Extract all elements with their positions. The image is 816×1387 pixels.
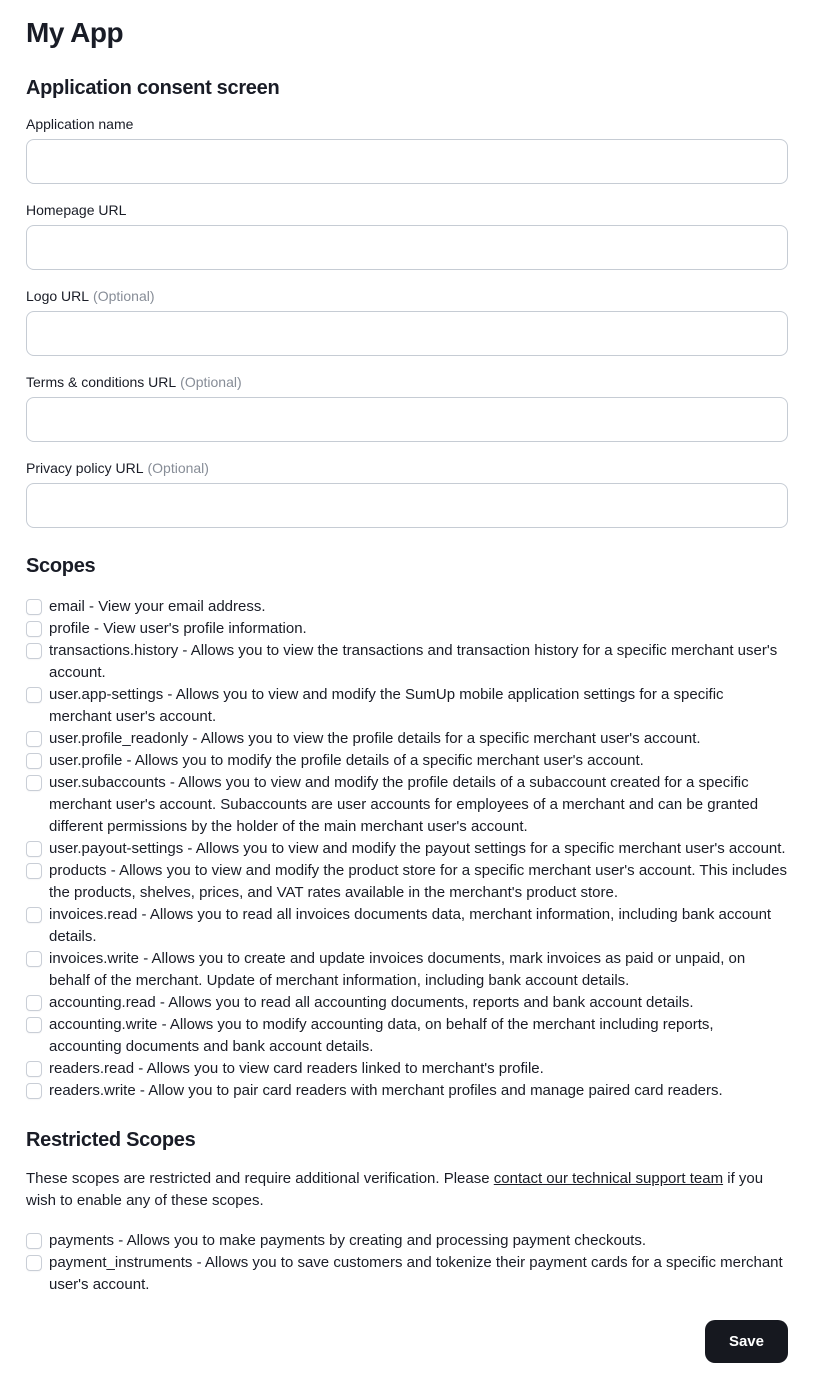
scope-text <box>49 1080 788 1102</box>
scope-separator: - <box>155 993 169 1011</box>
scope-item[interactable] <box>26 750 788 772</box>
scope-name: user.payout-settings <box>49 839 184 857</box>
field-label <box>26 202 788 219</box>
scope-separator: - <box>122 751 135 769</box>
scope-item[interactable] <box>26 1080 788 1102</box>
form-field <box>26 374 788 442</box>
form-field <box>26 288 788 356</box>
scope-separator: - <box>139 949 152 967</box>
scope-item[interactable] <box>26 992 788 1014</box>
field-label <box>26 460 788 477</box>
scope-item[interactable] <box>26 948 788 992</box>
scope-separator: - <box>163 685 176 703</box>
scope-name: user.profile <box>49 751 123 769</box>
scope-text <box>49 992 788 1014</box>
field-label-text: Logo URL <box>26 287 90 304</box>
privacy-policy-url-input[interactable] <box>26 483 788 528</box>
scope-list <box>26 596 788 1102</box>
scope-separator: - <box>134 1059 147 1077</box>
scope-name: invoices.read <box>49 905 138 923</box>
scope-item[interactable] <box>26 728 788 750</box>
support-link[interactable]: contact our technical support team <box>493 1169 724 1187</box>
scope-name: email <box>49 597 85 615</box>
scope-name: accounting.read <box>49 993 156 1011</box>
scope-checkbox[interactable] <box>26 643 42 659</box>
scope-separator: - <box>135 1081 149 1099</box>
application-name-input[interactable] <box>26 139 788 184</box>
scope-description: Allows you to save customers and tokenize their payment cards for a specific merchant user's account. <box>49 1253 783 1293</box>
scope-separator: - <box>157 1015 170 1033</box>
scope-name: payment_instruments <box>49 1253 193 1271</box>
scope-name: invoices.write <box>49 949 140 967</box>
scope-description: Allows you to modify accounting data, on behalf of the merchant including reports, accounting documents and bank account details. <box>49 1015 714 1055</box>
scope-checkbox[interactable] <box>26 1017 42 1033</box>
scope-separator: - <box>165 773 179 791</box>
form-field <box>26 202 788 270</box>
restricted-scopes-intro <box>26 1168 771 1212</box>
homepage-url-input[interactable] <box>26 225 788 270</box>
scope-checkbox[interactable] <box>26 1083 42 1099</box>
scope-name: transactions.history <box>49 641 179 659</box>
scope-description: Allows you to view the transactions and transaction history for a specific merchant user's account. <box>49 641 778 681</box>
scope-description: Allows you to view card readers linked to merchant's profile. <box>146 1059 544 1077</box>
restricted-scope-checkbox[interactable] <box>26 1255 42 1271</box>
scope-name: readers.write <box>49 1081 136 1099</box>
scope-separator: - <box>114 1231 127 1249</box>
scope-name: profile <box>49 619 90 637</box>
section-title-restricted-scopes: Restricted Scopes <box>26 1128 196 1151</box>
scope-name: readers.read <box>49 1059 135 1077</box>
field-label-text: Privacy policy URL <box>26 459 144 476</box>
field-label-text: Homepage URL <box>26 201 127 218</box>
scope-item[interactable] <box>26 596 788 618</box>
scope-checkbox[interactable] <box>26 1061 42 1077</box>
restricted-scope-item[interactable] <box>26 1230 788 1252</box>
scope-description: Allows you to create and update invoices documents, mark invoices as paid or unpaid, on behalf of the merchant. Update of merchant information, including bank account details. <box>49 949 746 989</box>
section-title-consent-screen: Application consent screen <box>26 76 280 99</box>
scope-checkbox[interactable] <box>26 621 42 637</box>
scope-separator: - <box>192 1253 205 1271</box>
scope-separator: - <box>84 597 99 615</box>
scope-text <box>49 618 788 640</box>
scope-text <box>49 750 788 772</box>
scope-item[interactable] <box>26 684 788 728</box>
form-fields <box>26 116 788 528</box>
restricted-intro-after: if you wish to enable any of these scopes. <box>26 1169 764 1209</box>
scope-text <box>49 948 788 992</box>
scope-checkbox[interactable] <box>26 863 42 879</box>
scope-checkbox[interactable] <box>26 731 42 747</box>
scope-separator: - <box>89 619 104 637</box>
scope-item[interactable] <box>26 1058 788 1080</box>
scope-name: user.subaccounts <box>49 773 166 791</box>
scope-checkbox[interactable] <box>26 951 42 967</box>
scope-description: Allows you to view and modify the product store for a specific merchant user's account. This includes the products, shelves, prices, and VAT rates available in the merchant's product store. <box>49 861 787 901</box>
scope-separator: - <box>106 861 120 879</box>
logo-url-input[interactable] <box>26 311 788 356</box>
field-label-text: Application name <box>26 115 134 132</box>
field-label <box>26 288 788 305</box>
scope-checkbox[interactable] <box>26 599 42 615</box>
scope-text <box>49 596 788 618</box>
scope-separator: - <box>137 905 150 923</box>
scope-checkbox[interactable] <box>26 775 42 791</box>
restricted-scope-item[interactable] <box>26 1252 788 1296</box>
restricted-scope-list <box>26 1230 788 1296</box>
scope-description: Allow you to pair card readers with merchant profiles and manage paired card readers. <box>148 1081 723 1099</box>
scope-item[interactable] <box>26 640 788 684</box>
scope-text <box>49 1230 788 1252</box>
field-label <box>26 116 788 133</box>
optional-hint: (Optional) <box>93 287 155 304</box>
section-title-scopes: Scopes <box>26 554 96 577</box>
scope-checkbox[interactable] <box>26 907 42 923</box>
scope-separator: - <box>183 839 196 857</box>
page-title: My App <box>26 17 124 48</box>
scope-checkbox[interactable] <box>26 687 42 703</box>
scope-separator: - <box>188 729 201 747</box>
restricted-intro-before: These scopes are restricted and require additional verification. Please <box>26 1169 494 1187</box>
scope-text <box>49 1058 788 1080</box>
scope-checkbox[interactable] <box>26 995 42 1011</box>
scope-name: accounting.write <box>49 1015 158 1033</box>
scope-checkbox[interactable] <box>26 841 42 857</box>
scope-description: Allows you to read all accounting documents, reports and bank account details. <box>168 993 694 1011</box>
scope-description: View your email address. <box>98 597 266 615</box>
save-button[interactable]: Save <box>705 1320 788 1363</box>
optional-hint: (Optional) <box>180 373 242 390</box>
scope-text <box>49 728 788 750</box>
scope-item[interactable] <box>26 1014 788 1058</box>
scope-name: user.profile_readonly <box>49 729 189 747</box>
scope-item[interactable] <box>26 860 788 904</box>
scope-text <box>49 1252 788 1296</box>
field-label <box>26 374 788 391</box>
scope-description: Allows you to view and modify the profile details of a subaccount created for a specific merchant user's account. Subaccounts are user accounts for employees of a merchant and can be granted different permissions by the holder of the main merchant user's account. <box>49 773 759 835</box>
scope-text <box>49 1014 788 1058</box>
form-actions <box>26 1320 788 1363</box>
scope-item[interactable] <box>26 618 788 640</box>
terms-conditions-url-input[interactable] <box>26 397 788 442</box>
scope-text <box>49 640 788 684</box>
scope-text <box>49 684 788 728</box>
scope-description: Allows you to view the profile details for a specific merchant user's account. <box>200 729 701 747</box>
scope-name: products <box>49 861 107 879</box>
field-label-text: Terms & conditions URL <box>26 373 177 390</box>
scope-description: Allows you to make payments by creating and processing payment checkouts. <box>126 1231 646 1249</box>
scope-name: user.app-settings <box>49 685 164 703</box>
scope-description: View user's profile information. <box>103 619 307 637</box>
scope-description: Allows you to read all invoices documents data, merchant information, including bank account details. <box>49 905 772 945</box>
scope-text <box>49 838 788 860</box>
form-field <box>26 116 788 184</box>
form-field <box>26 460 788 528</box>
scope-name: payments <box>49 1231 115 1249</box>
scope-checkbox[interactable] <box>26 753 42 769</box>
scope-item[interactable] <box>26 904 788 948</box>
restricted-scope-checkbox[interactable] <box>26 1233 42 1249</box>
scope-text <box>49 904 788 948</box>
scope-text <box>49 860 788 904</box>
scope-item[interactable] <box>26 772 788 838</box>
scope-separator: - <box>178 641 191 659</box>
scope-description: Allows you to view and modify the payout settings for a specific merchant user's account. <box>195 839 786 857</box>
scope-item[interactable] <box>26 838 788 860</box>
scope-text <box>49 772 788 838</box>
optional-hint: (Optional) <box>147 459 209 476</box>
scope-description: Allows you to modify the profile details of a specific merchant user's account. <box>134 751 644 769</box>
scope-description: Allows you to view and modify the SumUp mobile application settings for a specific merchant user's account. <box>49 685 724 725</box>
